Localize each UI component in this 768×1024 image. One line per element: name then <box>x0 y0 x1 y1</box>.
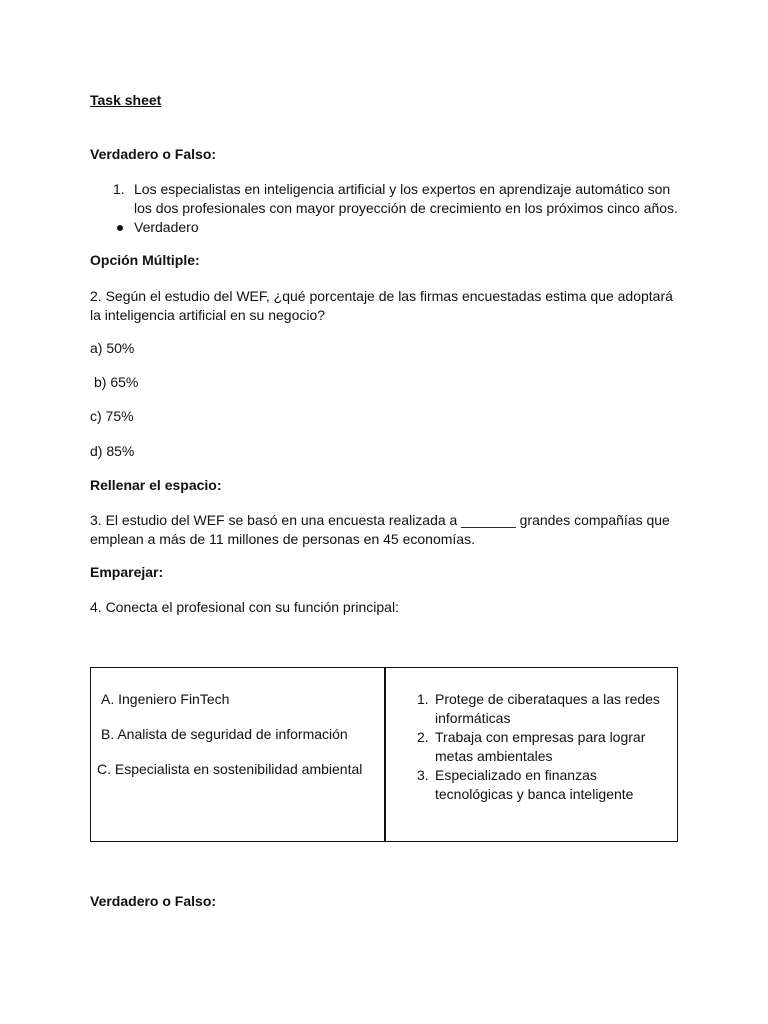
true-false-heading: Verdadero o Falso: <box>90 146 217 162</box>
professionals-column <box>97 690 377 795</box>
option-b: b) 65% <box>94 374 139 390</box>
professional-item: B. Analista de seguridad de información <box>101 726 348 742</box>
function-text: Especializado en finanzas tecnológicas y banca inteligente <box>435 767 634 802</box>
list-item <box>90 180 690 218</box>
function-item <box>389 766 669 804</box>
page-title: Task sheet <box>90 92 162 108</box>
function-number: 1. <box>417 691 429 707</box>
answer-text: Verdadero <box>134 219 199 235</box>
true-false-heading-2: Verdadero o Falso: <box>90 893 217 909</box>
option-a: a) 50% <box>90 340 135 356</box>
professional-item: A. Ingeniero FinTech <box>101 691 230 707</box>
function-number: 2. <box>417 729 429 745</box>
function-item <box>389 690 669 728</box>
option-c: c) 75% <box>90 408 134 424</box>
function-text: Protege de ciberataques a las redes informáticas <box>435 691 660 726</box>
table-divider <box>384 668 386 841</box>
fill-blank-heading: Rellenar el espacio: <box>90 477 222 493</box>
option-d: d) 85% <box>90 443 135 459</box>
matching-heading: Emparejar: <box>90 564 164 580</box>
true-false-list <box>90 180 690 237</box>
matching-table <box>90 667 678 842</box>
matching-question: 4. Conecta el profesional con su función principal: <box>90 599 399 615</box>
item-number: 1. <box>113 181 125 197</box>
bullet-icon <box>117 225 123 231</box>
functions-column <box>389 690 669 804</box>
multiple-choice-heading: Opción Múltiple: <box>90 252 200 268</box>
function-number: 3. <box>417 767 429 783</box>
function-text: Trabaja con empresas para lograr metas ambientales <box>435 729 646 764</box>
multiple-choice-question: 2. Según el estudio del WEF, ¿qué porcentaje de las firmas encuestadas estima que adoptará la inteligencia artificial en su negocio? <box>90 288 673 323</box>
statement-text: Los especialistas en inteligencia artificial y los expertos en aprendizaje automático son los dos profesionales con mayor proyección de crecimiento en los próximos cinco años. <box>134 181 678 216</box>
answer-item <box>90 218 690 237</box>
fill-blank-question: 3. El estudio del WEF se basó en una encuesta realizada a _______ grandes compañías que emplean a más de 11 millones de personas en 45 economías. <box>90 512 670 547</box>
function-item <box>389 728 669 766</box>
professional-item: C. Especialista en sostenibilidad ambiental <box>97 761 363 777</box>
